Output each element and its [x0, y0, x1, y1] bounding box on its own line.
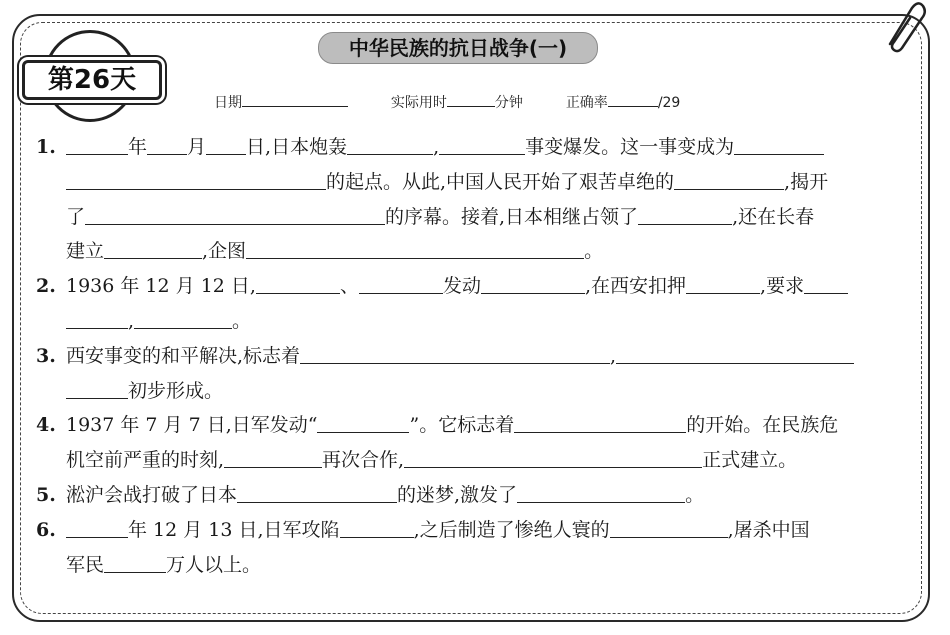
question-text-segment: 、: [339, 275, 359, 298]
worksheet-title: 中华民族的抗日战争(一): [318, 32, 598, 64]
accuracy-field[interactable]: [608, 92, 658, 107]
question-text-segment: ,要求: [760, 275, 805, 298]
question-6-line: [36, 548, 898, 583]
answer-blank[interactable]: [224, 446, 322, 468]
answer-blank[interactable]: [734, 133, 824, 155]
question-text-segment: ,: [610, 344, 617, 367]
answer-blank[interactable]: [85, 203, 385, 225]
answer-blank[interactable]: [404, 446, 702, 468]
question-text-segment: 的开始。在民族危: [686, 414, 839, 437]
question-text-segment: 年 12 月 13 日,日军攻陷: [128, 518, 340, 541]
question-number: 5.: [36, 483, 56, 506]
question-text-segment: 军民: [66, 553, 105, 576]
question-text: [66, 478, 898, 513]
question-1-line: [36, 130, 898, 165]
question-text: [66, 339, 898, 374]
time-unit: 分钟: [494, 95, 523, 111]
question-text-segment: 1937 年 7 月 7 日,日军发动“: [66, 414, 318, 437]
question-text-segment: ,企图: [202, 240, 247, 263]
answer-blank[interactable]: [147, 133, 187, 155]
question-text: [66, 234, 898, 269]
question-text-segment: 万人以上。: [166, 553, 262, 576]
question-text-segment: 1936 年 12 月 12 日,: [66, 275, 256, 298]
question-text-segment: ,: [433, 136, 440, 158]
answer-blank[interactable]: [359, 272, 443, 294]
question-text-segment: 西安事变的和平解决,标志着: [66, 344, 301, 367]
answer-blank[interactable]: [686, 272, 760, 294]
question-text-segment: 年: [128, 136, 148, 158]
question-text-segment: 事变爆发。这一事变成为: [525, 136, 735, 158]
question-text: [66, 374, 898, 409]
question-text-segment: 日,日本炮轰: [246, 136, 348, 158]
question-number: 4.: [36, 414, 56, 437]
question-text-segment: 的序幕。接着,日本相继占领了: [385, 205, 639, 228]
day-badge-label: 第26天: [47, 65, 137, 95]
date-label: 日期: [214, 95, 242, 111]
paperclip-icon: [872, 0, 928, 56]
answer-blank[interactable]: [104, 237, 202, 259]
question-text-segment: 了: [66, 205, 86, 228]
question-text-segment: ,在西安扣押: [584, 275, 687, 298]
question-text: [66, 130, 898, 165]
question-text: [66, 165, 898, 200]
answer-blank[interactable]: [134, 307, 232, 329]
question-4-line: [36, 443, 898, 478]
question-3-line: [36, 339, 898, 374]
question-text-segment: 机空前严重的时刻,: [66, 449, 225, 472]
question-text: [66, 408, 898, 443]
answer-blank[interactable]: [206, 133, 246, 155]
answer-blank[interactable]: [340, 516, 414, 538]
question-text-segment: ,揭开: [784, 170, 829, 193]
question-text-segment: 淞沪会战打破了日本: [66, 483, 238, 506]
accuracy-total: /29: [657, 95, 681, 111]
answer-blank[interactable]: [256, 272, 340, 294]
answer-blank[interactable]: [104, 551, 166, 573]
question-1-line: [36, 200, 898, 235]
question-text-segment: 。: [685, 483, 705, 506]
answer-blank[interactable]: [66, 133, 128, 155]
question-6-line: [36, 513, 898, 548]
question-text-segment: ,还在长春: [732, 205, 815, 228]
answer-blank[interactable]: [317, 411, 409, 433]
question-text-segment: 。: [232, 309, 252, 332]
question-text-segment: ,: [128, 309, 135, 332]
question-text-segment: 月: [187, 136, 207, 158]
answer-blank[interactable]: [66, 168, 326, 190]
question-text: [66, 200, 898, 235]
question-text-segment: ,之后制造了惨绝人寰的: [413, 518, 610, 541]
answer-blank[interactable]: [347, 133, 433, 155]
time-field[interactable]: [447, 92, 495, 107]
question-1-line: [36, 165, 898, 200]
answer-blank[interactable]: [804, 272, 848, 294]
answer-blank[interactable]: [481, 272, 585, 294]
question-text-segment: 的迷梦,激发了: [397, 483, 518, 506]
question-3-line: [36, 374, 898, 409]
answer-blank[interactable]: [237, 481, 397, 503]
question-text: [66, 513, 898, 548]
question-text-segment: 发动: [442, 275, 481, 298]
answer-blank[interactable]: [517, 481, 685, 503]
answer-blank[interactable]: [638, 203, 732, 225]
answer-blank[interactable]: [439, 133, 525, 155]
question-text-segment: ”。它标志着: [409, 414, 515, 437]
day-badge-plate: [22, 60, 162, 100]
question-text-segment: 的起点。从此,中国人民开始了艰苦卓绝的: [326, 170, 675, 193]
answer-blank[interactable]: [616, 342, 854, 364]
day-badge: [22, 30, 162, 122]
question-number: 1.: [36, 136, 56, 158]
accuracy-label: 正确率: [565, 95, 608, 111]
question-text: [66, 548, 898, 583]
question-text: [66, 443, 898, 478]
question-5-line: [36, 478, 898, 513]
time-label: 实际用时: [390, 95, 447, 111]
question-number: 6.: [36, 518, 56, 541]
question-number: 3.: [36, 344, 56, 367]
answer-blank[interactable]: [674, 168, 784, 190]
question-1-line: [36, 234, 898, 269]
answer-blank[interactable]: [66, 377, 128, 399]
question-text-segment: ,屠杀中国: [727, 518, 810, 541]
question-text-segment: 初步形成。: [128, 379, 224, 402]
question-2-line: [36, 269, 898, 304]
question-text-segment: 正式建立。: [702, 449, 798, 472]
question-4-line: [36, 408, 898, 443]
question-text: [66, 269, 898, 304]
answer-blank[interactable]: [66, 307, 128, 329]
meta-row: [214, 92, 680, 112]
question-number: 2.: [36, 275, 56, 298]
question-list: [36, 130, 898, 582]
question-text-segment: 建立: [66, 240, 105, 263]
question-text: [66, 304, 898, 339]
question-2-line: [36, 304, 898, 339]
answer-blank[interactable]: [66, 516, 128, 538]
answer-blank[interactable]: [514, 411, 686, 433]
answer-blank[interactable]: [610, 516, 728, 538]
question-text-segment: 再次合作,: [322, 449, 405, 472]
question-text-segment: 。: [584, 240, 604, 263]
answer-blank[interactable]: [300, 342, 610, 364]
date-field[interactable]: [242, 92, 348, 107]
answer-blank[interactable]: [246, 237, 584, 259]
